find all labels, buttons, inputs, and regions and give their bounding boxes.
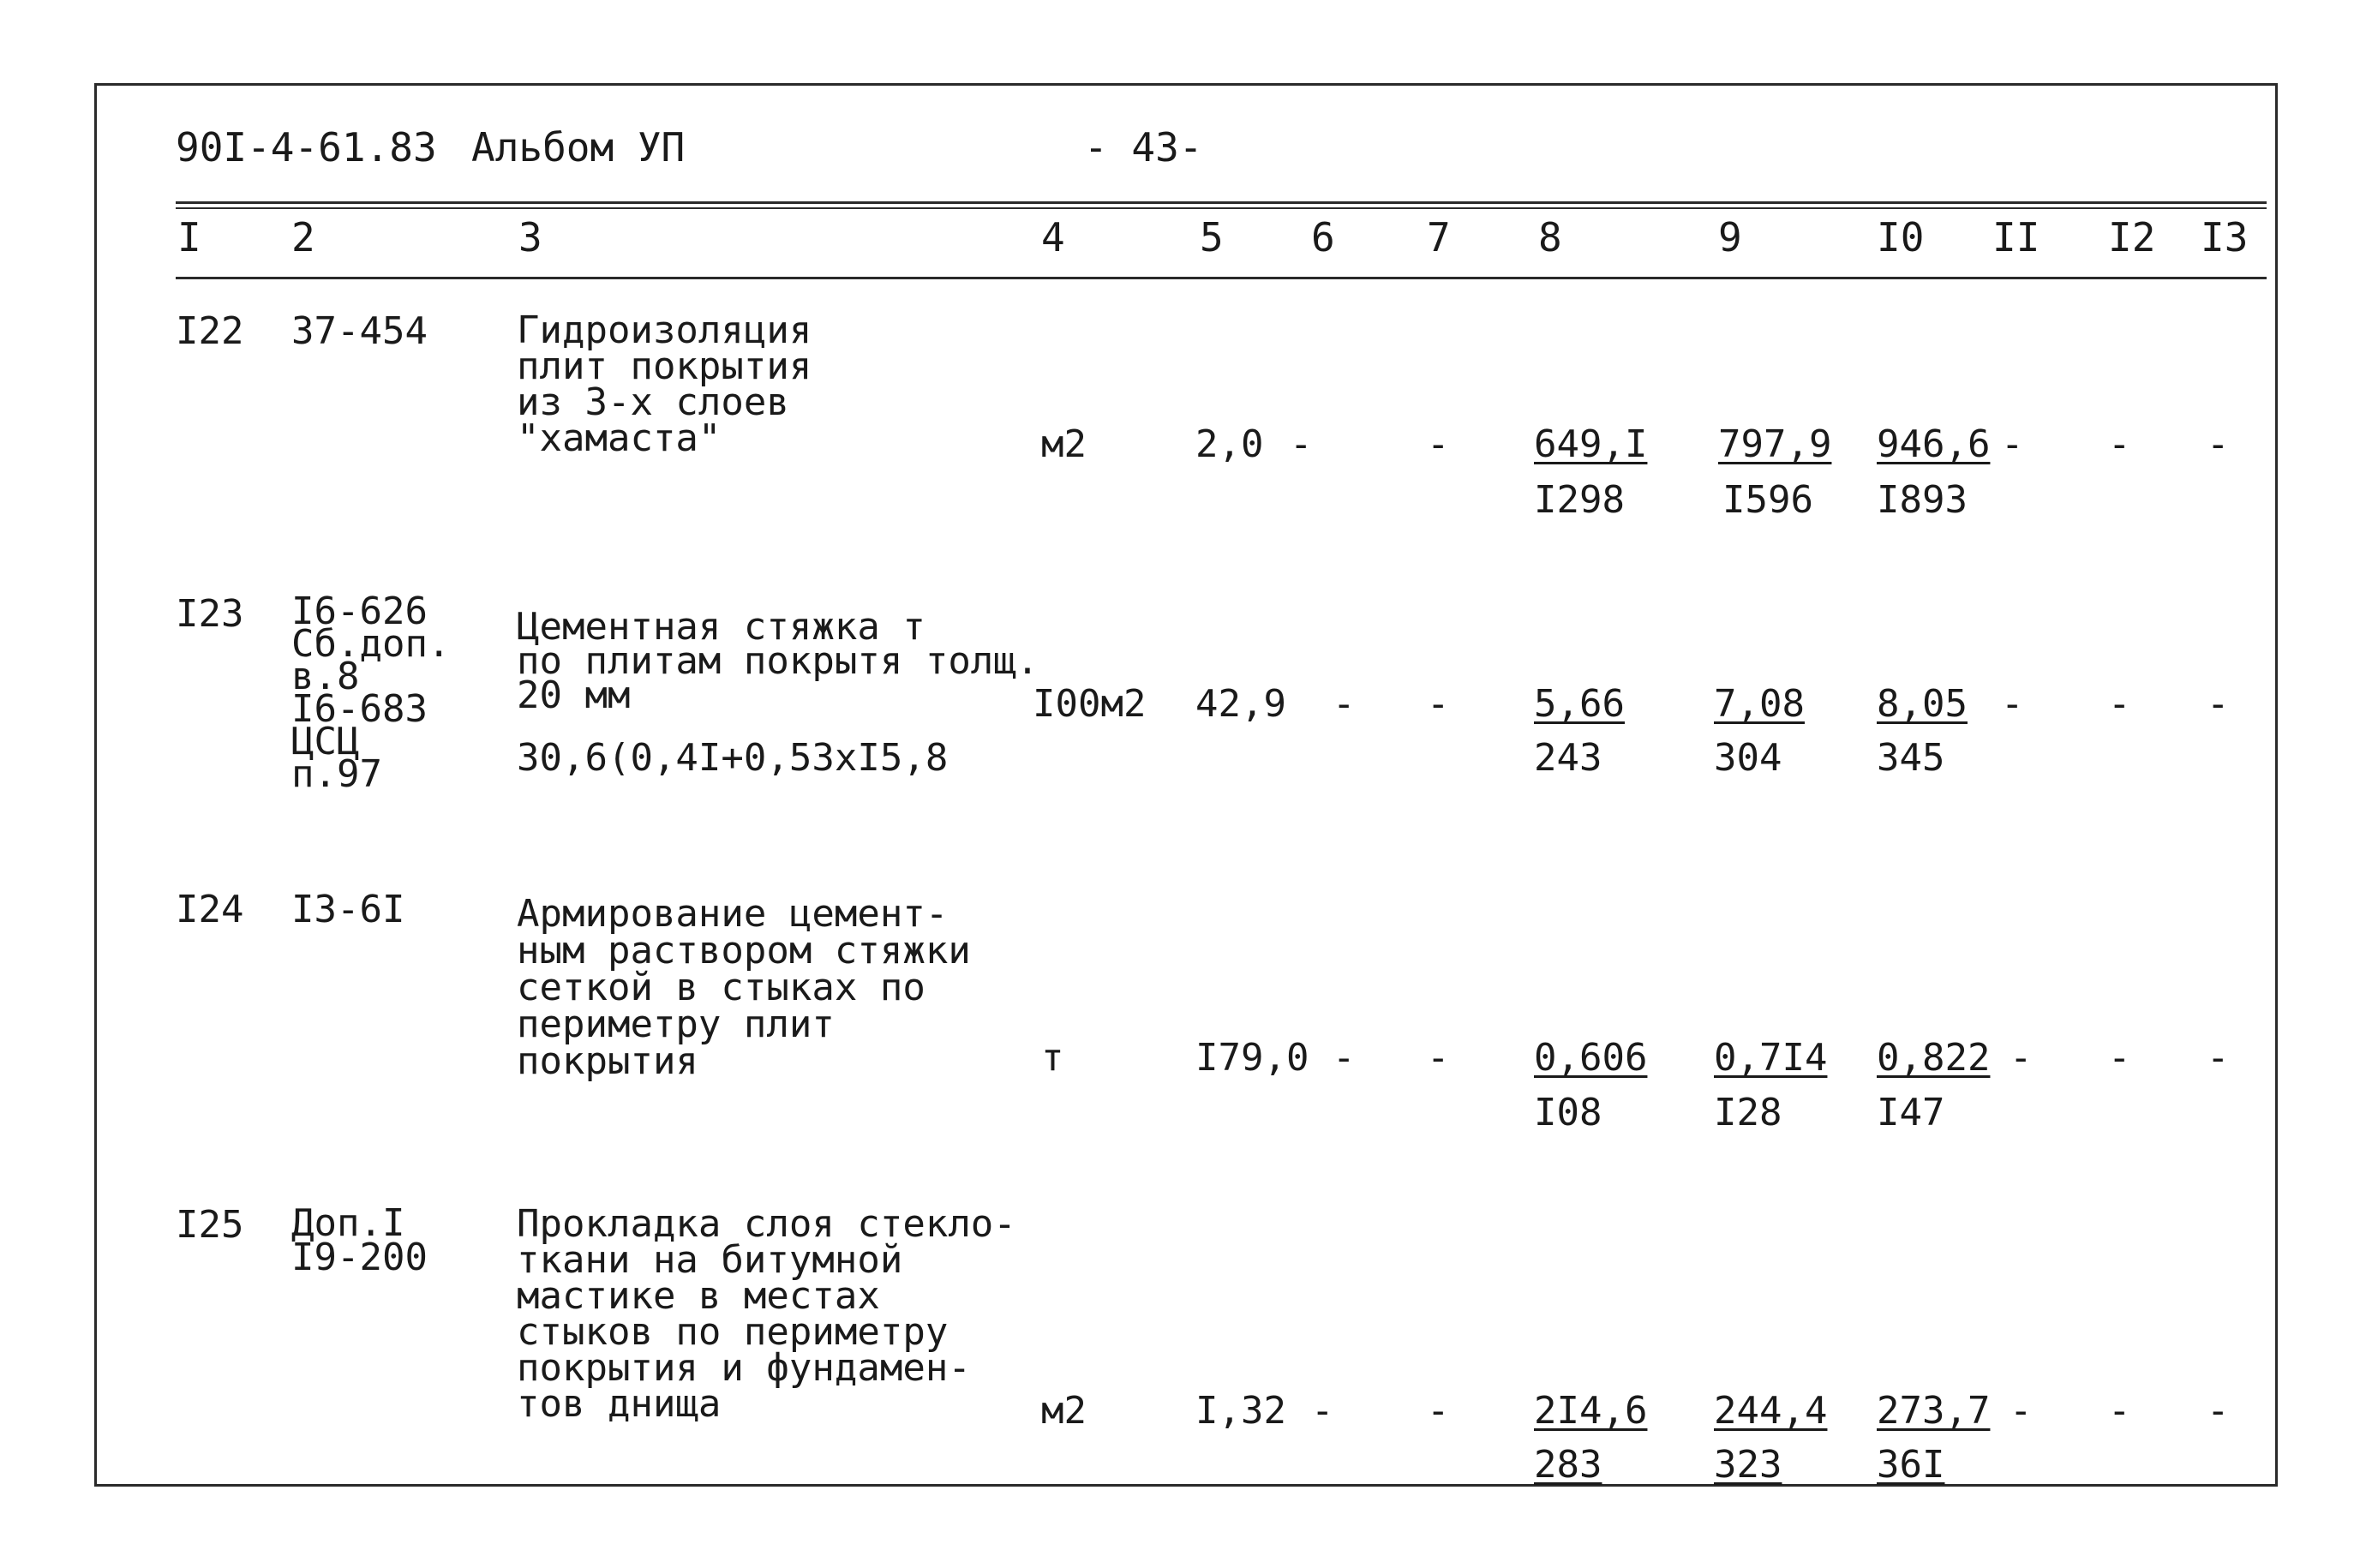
row-number: I22 xyxy=(176,309,244,353)
col7-dash: - xyxy=(1427,422,1450,466)
desc-line: периметру плит xyxy=(517,1002,835,1046)
desc-line: покрытия и фундамен- xyxy=(517,1346,971,1390)
col11-dash: - xyxy=(2001,422,2024,466)
col12-dash: - xyxy=(2108,422,2131,466)
col7-dash: - xyxy=(1427,1389,1450,1433)
desc-line: стыков по периметру xyxy=(517,1310,949,1354)
unit: т xyxy=(1041,1036,1064,1080)
col9-top: 7,08 xyxy=(1714,682,1805,726)
col9-bottom: I596 xyxy=(1722,478,1813,522)
col8-top: 5,66 xyxy=(1534,682,1625,726)
header-rule xyxy=(176,201,2267,204)
col6-dash: - xyxy=(1311,1389,1334,1433)
desc-line: Гидроизоляция xyxy=(517,308,812,352)
col-header-7: 7 xyxy=(1427,214,1451,260)
code-line: I6-626 xyxy=(291,589,428,633)
code-line: ЦСЦ xyxy=(291,720,360,763)
quantity: I79,0 xyxy=(1195,1036,1309,1080)
col9-top: 797,9 xyxy=(1718,422,1832,466)
col11-dash: - xyxy=(2001,682,2024,726)
row-description xyxy=(517,892,971,1083)
col12-dash: - xyxy=(2108,682,2131,726)
document-code: 90I-4-61.83 xyxy=(176,124,437,171)
col10-bottom: I893 xyxy=(1877,478,1968,522)
desc-line: мастике в местах xyxy=(517,1274,880,1318)
col-header-9: 9 xyxy=(1718,214,1742,260)
row-code xyxy=(291,1201,428,1279)
col9-top: 0,7I4 xyxy=(1714,1036,1828,1080)
formula: 30,6(0,4I+0,53xI5,8 xyxy=(517,736,949,780)
col-header-8: 8 xyxy=(1538,214,1562,260)
col9-bottom: 323 xyxy=(1714,1443,1782,1487)
col9-bottom: 304 xyxy=(1714,736,1782,780)
desc-line: Прокладка слоя стекло- xyxy=(517,1202,1016,1246)
code-line: Доп.I xyxy=(291,1201,405,1245)
col8-bottom: 283 xyxy=(1534,1443,1602,1487)
col6-dash: - xyxy=(1333,1036,1356,1080)
col7-dash: - xyxy=(1427,682,1450,726)
row-code xyxy=(291,888,405,931)
quantity: 2,0 xyxy=(1195,422,1264,466)
row-description xyxy=(517,1202,1016,1426)
desc-line: тов днища xyxy=(517,1382,722,1426)
desc-line: плит покрытия xyxy=(517,344,812,388)
col13-dash: - xyxy=(2207,422,2230,466)
desc-line: из 3-х слоев xyxy=(517,380,789,424)
col10-top: 946,6 xyxy=(1877,422,1991,466)
page-number: - 43- xyxy=(1084,124,1203,171)
col-header-11: II xyxy=(1992,214,2040,260)
col12-dash: - xyxy=(2108,1036,2131,1080)
col9-top: 244,4 xyxy=(1714,1389,1828,1433)
col10-top: 273,7 xyxy=(1877,1389,1991,1433)
col-header-13: I3 xyxy=(2201,214,2249,260)
col10-bottom: 36I xyxy=(1877,1443,1945,1487)
col8-top: 2I4,6 xyxy=(1534,1389,1648,1433)
col8-bottom: 243 xyxy=(1534,736,1602,780)
col10-top: 0,822 xyxy=(1877,1036,1991,1080)
col-header-6: 6 xyxy=(1311,214,1335,260)
desc-line: Цементная стяжка т xyxy=(517,605,925,649)
col11-dash: - xyxy=(2010,1389,2033,1433)
quantity: 42,9 xyxy=(1195,682,1286,726)
row-description xyxy=(517,308,812,460)
row-code xyxy=(291,309,428,353)
row-code xyxy=(291,589,451,796)
col-header-10: I0 xyxy=(1877,214,1925,260)
quantity: I,32 xyxy=(1195,1389,1286,1433)
col8-top: 0,606 xyxy=(1534,1036,1648,1080)
col13-dash: - xyxy=(2207,1389,2230,1433)
col11-dash: - xyxy=(2010,1036,2033,1080)
col-header-2: 2 xyxy=(291,214,315,260)
col10-bottom: 345 xyxy=(1877,736,1945,780)
col9-bottom: I28 xyxy=(1714,1091,1782,1134)
col8-bottom: I08 xyxy=(1534,1091,1602,1134)
columns-rule xyxy=(176,277,2267,279)
col7-dash: - xyxy=(1427,1036,1450,1080)
col13-dash: - xyxy=(2207,1036,2230,1080)
desc-line: сеткой в стыках по xyxy=(517,966,925,1009)
code-line: I3-6I xyxy=(291,888,405,931)
unit: I00м2 xyxy=(1033,682,1147,726)
row-number: I25 xyxy=(176,1203,244,1247)
row-description xyxy=(517,605,1039,717)
album-title: Альбом УП xyxy=(471,124,686,171)
col13-dash: - xyxy=(2207,682,2230,726)
col6-dash: - xyxy=(1290,422,1313,466)
col-header-1: I xyxy=(177,214,201,260)
col10-top: 8,05 xyxy=(1877,682,1968,726)
unit: м2 xyxy=(1041,422,1087,466)
col-header-12: I2 xyxy=(2108,214,2156,260)
desc-line: ным раствором стяжки xyxy=(517,929,971,973)
code-line: п.97 xyxy=(291,752,382,796)
col10-bottom: I47 xyxy=(1877,1091,1945,1134)
code-line: в.8 xyxy=(291,655,360,698)
col-header-3: 3 xyxy=(518,214,542,260)
col12-dash: - xyxy=(2108,1389,2131,1433)
desc-line: "хамаста" xyxy=(517,416,722,460)
desc-line: ткани на битумной xyxy=(517,1238,903,1282)
desc-line: Армирование цемент- xyxy=(517,892,949,936)
row-number: I23 xyxy=(176,592,244,636)
col8-bottom: I298 xyxy=(1534,478,1625,522)
row-number: I24 xyxy=(176,888,244,931)
desc-line: покрытия xyxy=(517,1039,698,1083)
col-header-4: 4 xyxy=(1041,214,1065,260)
code-line: I6-683 xyxy=(291,687,428,731)
col6-dash: - xyxy=(1333,682,1356,726)
unit: м2 xyxy=(1041,1389,1087,1433)
desc-line: по плитам покрытя толщ. xyxy=(517,639,1039,683)
col8-top: 649,I xyxy=(1534,422,1648,466)
code-line: Сб.доп. xyxy=(291,622,451,666)
col-header-5: 5 xyxy=(1200,214,1224,260)
code-line: 37-454 xyxy=(291,309,428,353)
code-line: I9-200 xyxy=(291,1236,428,1279)
desc-line: 20 мм xyxy=(517,673,631,717)
